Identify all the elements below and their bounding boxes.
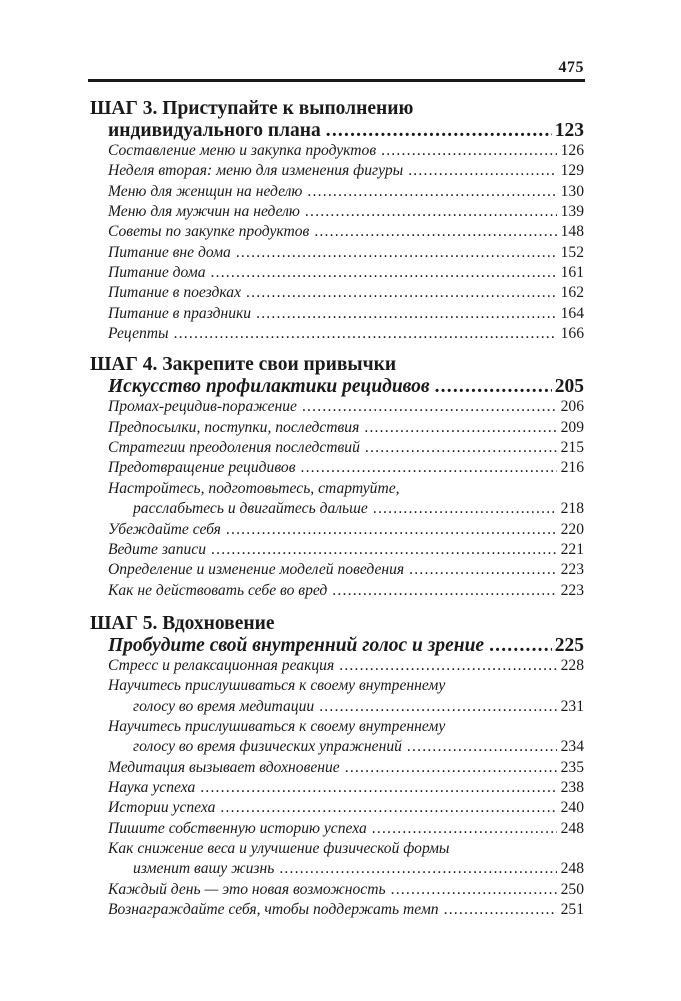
dot-leader xyxy=(489,635,552,656)
entry-page: 240 xyxy=(560,799,584,817)
entry-title: Предпосылки, поступки, последствия xyxy=(108,418,360,436)
entry-page: 164 xyxy=(560,304,584,322)
entry-title: Промах-рецидив-поражение xyxy=(108,398,297,416)
toc-entry[interactable] xyxy=(90,418,584,438)
entry-title: Питание вне дома xyxy=(108,243,231,261)
step-heading[interactable]: ШАГ 4. Закрепите свои привычки xyxy=(90,354,397,376)
toc-entry[interactable] xyxy=(90,656,584,676)
entry-title: Научитесь прислушиваться к своему внутреннему xyxy=(108,717,446,735)
toc-entry[interactable] xyxy=(90,560,584,580)
step-heading[interactable]: ШАГ 3. Приступайте к выполнению xyxy=(90,98,414,119)
entry-title: Меню для мужчин на неделю xyxy=(108,203,300,221)
entry-title: Научитесь прислушиваться к своему внутреннему xyxy=(108,677,446,695)
dot-leader xyxy=(339,656,557,676)
entry-title: Истории успеха xyxy=(108,799,216,817)
toc-entry[interactable] xyxy=(90,520,584,540)
dot-leader xyxy=(407,737,557,757)
toc-entry[interactable] xyxy=(90,263,584,283)
toc-entry[interactable] xyxy=(90,900,584,920)
entry-title: Неделя вторая: меню для изменения фигуры xyxy=(108,162,404,180)
dot-leader xyxy=(373,499,557,519)
dot-leader xyxy=(435,376,552,397)
entry-title: расслабьтесь и двигайтесь дальше xyxy=(133,500,368,518)
entry-title: индивидуального плана xyxy=(108,120,321,141)
toc-entry[interactable] xyxy=(90,458,584,478)
dot-leader xyxy=(211,263,558,283)
toc-entry[interactable] xyxy=(90,581,584,601)
step-heading[interactable]: ШАГ 5. Вдохновение xyxy=(90,612,275,634)
toc-entry-continuation[interactable] xyxy=(90,697,584,717)
dot-leader xyxy=(326,120,552,141)
dot-leader xyxy=(226,520,557,540)
entry-page: 218 xyxy=(560,500,584,518)
dot-leader xyxy=(314,222,557,242)
toc-entry[interactable] xyxy=(90,397,584,417)
entry-page: 228 xyxy=(560,656,584,674)
dot-leader xyxy=(409,560,557,580)
dot-leader xyxy=(174,324,557,344)
entry-page: 225 xyxy=(554,634,584,656)
dot-leader xyxy=(372,819,557,839)
toc-section xyxy=(90,354,584,600)
entry-page: 248 xyxy=(560,860,584,878)
entry-title: Убеждайте себя xyxy=(108,520,221,538)
chapter-entry[interactable] xyxy=(90,376,584,397)
entry-page: 248 xyxy=(560,819,584,837)
entry-title: изменит вашу жизнь xyxy=(133,860,275,878)
toc-entry-line[interactable] xyxy=(90,676,584,696)
entry-title: Рецепты xyxy=(108,325,169,343)
entry-page: 130 xyxy=(560,182,584,200)
toc-entry[interactable] xyxy=(90,778,584,798)
toc-entry-line[interactable] xyxy=(90,717,584,737)
entry-page: 206 xyxy=(560,398,584,416)
table-of-contents xyxy=(90,98,584,930)
entry-page: 139 xyxy=(560,203,584,221)
entry-title: Вознаграждайте себя, чтобы поддержать темп xyxy=(108,901,439,918)
dot-leader xyxy=(319,697,557,717)
toc-entry-continuation[interactable] xyxy=(90,859,584,879)
toc-entry[interactable] xyxy=(90,540,584,560)
entry-title: Пробудите свой внутренний голос и зрение xyxy=(108,634,485,656)
dot-leader xyxy=(246,283,557,303)
dot-leader xyxy=(305,202,557,222)
entry-title: Как не действовать себе во вред xyxy=(108,581,328,599)
toc-entry[interactable] xyxy=(90,182,584,202)
entry-page: 129 xyxy=(560,162,584,180)
entry-title: Меню для женщин на неделю xyxy=(108,182,303,200)
entry-title: Стратегии преодоления последствий xyxy=(108,439,360,457)
entry-page: 205 xyxy=(554,376,584,398)
toc-entry-continuation[interactable] xyxy=(90,499,584,519)
toc-entry[interactable] xyxy=(90,141,584,161)
entry-title: Каждый день — это новая возможность xyxy=(108,880,386,898)
entry-title: Составление меню и закупка продуктов xyxy=(108,142,377,159)
toc-entry[interactable] xyxy=(90,758,584,778)
entry-page: 250 xyxy=(560,880,584,898)
entry-title: Настройтесь, подготовьтесь, стартуйте, xyxy=(108,479,400,497)
entry-page: 231 xyxy=(560,697,584,715)
entry-page: 126 xyxy=(560,142,584,159)
dot-leader xyxy=(364,418,557,438)
toc-entry[interactable] xyxy=(90,304,584,324)
entry-page: 166 xyxy=(560,325,584,343)
toc-entry[interactable] xyxy=(90,880,584,900)
dot-leader xyxy=(279,859,557,879)
entry-title: Ведите записи xyxy=(108,540,207,558)
entry-title: голосу во время физических упражнений xyxy=(133,738,402,756)
entry-title: Питание в праздники xyxy=(108,304,252,322)
toc-entry[interactable] xyxy=(90,798,584,818)
dot-leader xyxy=(220,798,557,818)
dot-leader xyxy=(381,141,557,161)
entry-page: 148 xyxy=(560,223,584,241)
entry-page: 234 xyxy=(560,738,584,756)
entry-page: 209 xyxy=(560,418,584,436)
entry-page: 223 xyxy=(560,561,584,579)
toc-entry[interactable] xyxy=(90,202,584,222)
entry-title: Искусство профилактики рецидивов xyxy=(108,376,430,398)
entry-page: 235 xyxy=(560,758,584,776)
entry-title: Медитация вызывает вдохновение xyxy=(108,758,340,776)
entry-page: 221 xyxy=(560,540,584,558)
entry-page: 152 xyxy=(560,243,584,261)
dot-leader xyxy=(300,458,557,478)
entry-page: 123 xyxy=(554,120,584,141)
entry-title: Наука успеха xyxy=(108,778,196,796)
dot-leader xyxy=(444,900,557,920)
toc-entry[interactable] xyxy=(90,819,584,839)
entry-page: 223 xyxy=(560,581,584,599)
entry-title: Стресс и релаксационная реакция xyxy=(108,656,335,674)
entry-page: 251 xyxy=(560,901,584,918)
toc-entry-line[interactable] xyxy=(90,839,584,859)
toc-entry[interactable] xyxy=(90,243,584,263)
entry-page: 220 xyxy=(560,520,584,538)
dot-leader xyxy=(332,581,557,601)
entry-title: Пишите собственную историю успеха xyxy=(108,819,367,837)
chapter-entry[interactable] xyxy=(90,635,584,656)
dot-leader xyxy=(408,161,557,181)
toc-entry[interactable] xyxy=(90,222,584,242)
toc-section xyxy=(90,98,584,344)
dot-leader xyxy=(302,397,557,417)
entry-title: Определение и изменение моделей поведения xyxy=(108,561,405,579)
header-rule xyxy=(88,79,585,82)
toc-entry[interactable] xyxy=(90,161,584,181)
entry-page: 238 xyxy=(560,778,584,796)
dot-leader xyxy=(345,758,557,778)
entry-page: 162 xyxy=(560,284,584,302)
entry-title: Как снижение веса и улучшение физической формы xyxy=(108,839,450,857)
entry-title: Питание в поездках xyxy=(108,284,242,302)
entry-page: 215 xyxy=(560,439,584,457)
toc-section xyxy=(90,613,584,920)
entry-title: Предотвращение рецидивов xyxy=(108,459,296,477)
toc-entry-continuation[interactable] xyxy=(90,737,584,757)
chapter-entry[interactable] xyxy=(90,120,584,141)
dot-leader xyxy=(200,778,557,798)
entry-title: голосу во время медитации xyxy=(133,697,315,715)
toc-entry[interactable] xyxy=(90,283,584,303)
dot-leader xyxy=(236,243,557,263)
dot-leader xyxy=(365,438,557,458)
toc-entry[interactable] xyxy=(90,324,584,344)
toc-entry[interactable] xyxy=(90,438,584,458)
dot-leader xyxy=(211,540,557,560)
dot-leader xyxy=(256,304,557,324)
entry-page: 161 xyxy=(560,264,584,282)
entry-page: 216 xyxy=(560,459,584,477)
entry-title: Советы по закупке продуктов xyxy=(108,223,310,241)
toc-entry-line[interactable] xyxy=(90,479,584,499)
entry-title: Питание дома xyxy=(108,264,206,282)
dot-leader xyxy=(391,880,557,900)
page-number: 475 xyxy=(558,59,584,76)
dot-leader xyxy=(307,182,557,202)
